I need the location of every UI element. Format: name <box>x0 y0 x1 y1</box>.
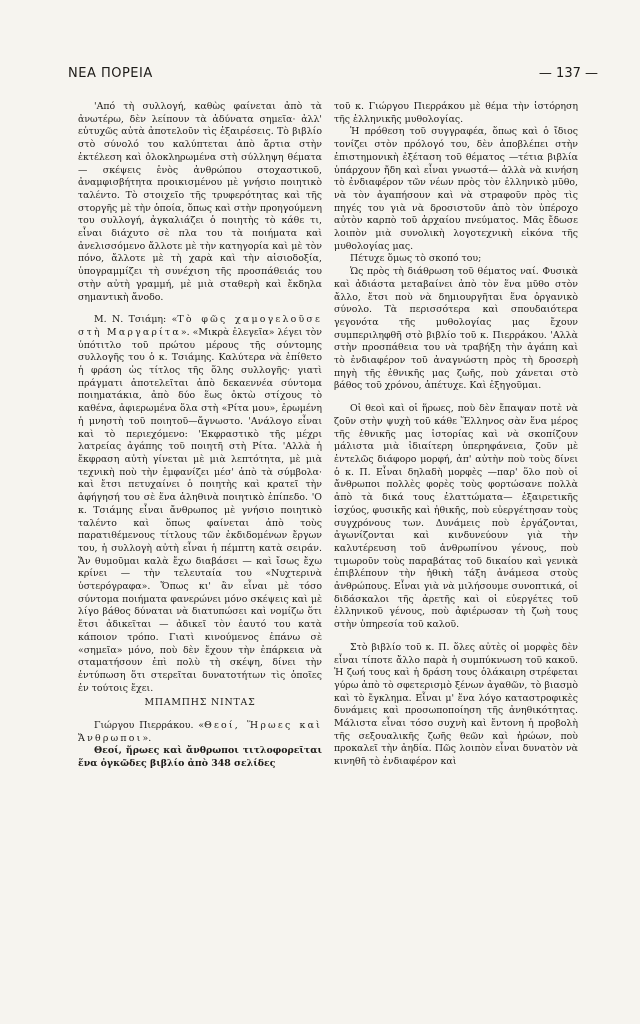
title-close: ». <box>142 732 152 744</box>
review-paragraph: Στὸ βιβλίο τοῦ κ. Π. ὅλες αὐτὲς οἱ μορφὲς δὲν εἶναι τίποτε ἄλλο παρὰ ἡ συμπύκνωση τοῦ κακοῦ. Ἡ ζωή τους καὶ ἡ δράση τους ὁλάκαιρη στρέφεται γύρω ἀπὸ τὸ σφετερισμὸ ξένων ἀγαθῶν, τὸ βιασμὸ καὶ τὸ ἔγκλημα. Εἶναι μ' ἕνα λόγο καταστροφικὲς δυνάμεις καὶ προσωποποίηση τῆς ἀνηθικότητας. Μάλιστα εἶναι τόσο συχνὴ καὶ ἔντονη ἡ προβολὴ τῆς σεξουαλικῆς ζωῆς θεῶν καὶ ἡρώων, ποὺ προκαλεῖ τὴν ἀηδία. Πῶς λοιπὸν εἶναι δυνατὸν νὰ κινηθῆ τὸ ἐνδιαφέρον καὶ <box>334 641 578 768</box>
journal-title: ΝΕΑ ΠΟΡΕΙΑ <box>68 66 153 81</box>
review-paragraph: 'Από τὴ συλλογή, καθὼς φαίνεται ἀπὸ τὰ ἀνωτέρω, δὲν λείπουν τὰ ἀδύνατα σημεῖα· ἀλλ' εὐτυχῶς αὐτὰ ἀποτελοῦν τὶς ἐξαιρέσεις. Τὸ βιβλίο στὸ σύνολό του καλύπτεται ἀπὸ ἄρτια στὴν ἐκτέλεση καὶ ὁλοκληρωμένα στὴ σύλληψη θέματα — σκέψεις ἑνὸς ἀνθρώπου στοχαστικοῦ, ἀναμφισβήτητα προικισμένου μὲ γνήσιο ποιητικὸ ταλέντο. Τὸ στοιχεῖο τῆς τρυφερότητας καὶ τῆς στοργῆς μὲ τὴν ὁποία, ὅπως καὶ στὴν προηγούμενη του συλλογή, ἀγκαλιάζει ὁ ποιητὴς τὸ κάθε τι, εἶναι διάχυτο σὲ πλα του τὰ ποιήματα καὶ ἀνελισσόμενο ἄλλοτε μὲ τὴν κατηγορία καὶ μὲ τὸν πόνο, ἄλλοτε μὲ τὴ χαρὰ καὶ τὴν αἰσιοδοξία, ὑπογραμμίζει τὴ συνέχιση τῆς προσπάθειάς του στὴν αὐτὴ γραμμή, μὲ μιὰ σταθερὴ καὶ ἔκδηλα σημαντικὴ ἄνοδο. <box>78 101 322 303</box>
right-column <box>334 101 578 769</box>
review-paragraph <box>78 314 322 695</box>
reviewer-signature: ΜΠΑΜΠΗΣ ΝΙΝΤΑΣ <box>144 697 256 709</box>
review-paragraph: Θεοί, ἥρωες καὶ ἄνθρωποι τιτλοφορεῖται ἕνα ὀγκῶδες βιβλίο ἀπὸ 348 σελίδες <box>78 745 322 770</box>
review-paragraph: Ὡς πρὸς τὴ διάθρωση τοῦ θέματος ναί. Φυσικὰ καὶ ἀδιάστα μεταβαίνει ἀπὸ τὸν ἕνα μῦθο στὸν ἄλλο, ἔτσι ποὺ νὰ δημιουργῆται ἕνα ὀργανικὸ σύνολο. Τὰ περισσότερα καὶ σπουδαιότερα γεγονότα τῆς μυθολογίας μας ἔχουν συμπεριληφθῆ στὸ βιβλίο τοῦ κ. Πιερράκου. 'Αλλὰ στὴν προσπάθεια του νὰ τραβήξη τὴν ἀγάπη καὶ τὸ ἐνδιαφέρον τοῦ ἀναγνώστη πρὸς τὴ δροσερὴ πηγὴ τῆς ἐθνικῆς μας ζωῆς, ποὺ χάνεται στὸ βάθος τοῦ χρόνου, ἀπέτυχε. Καὶ ἐξηγοῦμαι. <box>334 266 578 392</box>
review-paragraph: τοῦ κ. Γιώργου Πιερράκου μὲ θέμα τὴν ἱστόρηση τῆς ἑλληνικῆς μυθολογίας. <box>334 101 578 125</box>
book-title: Τὸ φῶς χαμογελοῦσε στὴ Μαργαρίτα <box>78 314 323 338</box>
book-author: Μ. Ν. Τσιάμη: « <box>94 314 178 326</box>
page-number: — 137 — <box>538 66 598 81</box>
left-column <box>78 101 322 771</box>
book-title: Θεοί, Ἥρωες καὶ Ἄνθρωποι <box>78 720 322 744</box>
running-header <box>68 66 598 88</box>
review-paragraph: Πέτυχε ὅμως τὸ σκοπό του; <box>350 253 482 265</box>
book-author: Γιώργου Πιερράκου. « <box>94 720 205 732</box>
review-text: ». «Μικρὰ ἐλεγεῖα» λέγει τὸν ὑπότιτλο τοῦ πρώτου μέρους τῆς σύντομης συλλογῆς του ὁ κ. Τσιάμης. Καλύτερα νὰ ἐπίθετο ἡ φράση ὡς τίτλος τῆς ὅλης συλλογῆς· γιατὶ πράγματι ἀποτελεῖται ἀπὸ δεκαεννέα σύντομα ποιηματάκια, ἀπὸ δύο ἕως ὀκτὼ στίχους τὸ καθένα, ἀφιερωμένα ὅλα στὴ «Ρίτα μου», ἑρωμένη ἡ μνηστὴ τοῦ ποιητοῦ—ἄγνωστο. 'Ανάλογο εἶναι καὶ τὸ περιεχόμενο: 'Εκφραστικὸ τῆς μέχρι λατρείας ἀγάπης τοῦ ποιητῆ στὴ Ρίτα. 'Αλλὰ ἡ ἔκφραση αὐτὴ γίνεται μὲ μιὰ λεπτότητα, μὲ μιὰ τεχνικὴ ποὺ τὴν ἐμφανίζει μέσ' ἀπὸ τὰ σύμβολα· καὶ ἔτσι πετυχαίνει ὁ ποιητὴς καὶ κρατεῖ τὴν ἀφήγησή του σὲ ἕνα ἀληθινὰ ποιητικὸ ἐπίπεδο. 'Ο κ. Τσιάμης εἶναι ἄνθρωπος μὲ γνήσιο ποιητικὸ ταλέντο καὶ ὅπως φαίνεται ἀπὸ τοὺς παρατιθέμενους τίτλους τῶν ἐκδιδομένων ἔργων του, ἡ συλλογὴ αὐτὴ εἶναι ἡ πέμπτη κατὰ σειράν. Ἄν θυμοῦμαι καλὰ ἔχω διαβάσει — καὶ ἴσως ἔχω κρίνει — τὴν τελευταία του «Νυχτερινὰ ὑστερόγραφα». Ὅπως κι' ἂν εἶναι μὲ τόσο σύντομα ποιήματα φανερώνει μόνο σκέψεις καὶ μὲ λίγο βάθος δύναται νὰ διατυπώσει καὶ νομίζω ὅτι ἔτσι ἀδικεῖται — ἀδικεῖ τὸν ἑαυτό του κατὰ κάποιον τρόπο. Γιατὶ κινούμενος ἐπάνω σὲ «σημεῖα» μόνο, ποὺ δὲν ἔχουν τὴν ἐπάρκεια νὰ σταματήσουν ἐπὶ πολὺ τὴ σκέψη, δίνει τὴν ἐντύπωση ὅτι στερεῖται δυνατοτήτων τὶς ὁποῖες ἐν τούτοις ἔχει. <box>78 326 322 694</box>
review-heading <box>78 720 322 745</box>
review-paragraph: Ἡ πρόθεση τοῦ συγγραφέα, ὅπως καὶ ὁ ἴδιος τονίζει στὸν πρόλογό του, δὲν ἀποβλέπει στὴν ἐπιστημονικὴ ἐξέταση τοῦ θέματος —τέτια βιβλία ὑπάρχουν ἤδη καὶ εἶναι γνωστά— ἀλλὰ νὰ κινήση τὸ ἐνδιαφέρον τῶν νέων πρὸς τὸν ἑλληνικὸ μῦθο, νὰ τὸν ἀγαπήσουν καὶ νὰ στραφοῦν πρὸς τὶς πηγές του γιὰ νὰ δροσιστοῦν ἀπὸ τὸν ὑπέροχο αὐτὸν καρπὸ τοῦ ἀρχαίου πνεύματος. Μᾶς ἔδωσε λοιπὸν μιὰ συνολικὴ λογοτεχνικὴ εἰκόνα τῆς μυθολογίας μας. <box>334 126 578 252</box>
review-paragraph: Οἱ θεοὶ καὶ οἱ ἥρωες, ποὺ δὲν ἔπαψαν ποτὲ νὰ ζοῦν στὴν ψυχὴ τοῦ κάθε Ἕλληνος σὰν ἕνα μέρος τῆς ἐθνικῆς μας ἱστορίας καὶ νὰ σκοπίζουν μάλιστα μιὰ ἰδιαίτερη ὑπερηφάνεια, ζοῦν μὲ ἐντελῶς διάφορο μορφή, ἀπ' αὐτὴν ποὺ τοὺς δίνει ὁ κ. Π. Εἶναι δηλαδὴ μορφὲς —παρ' ὅλο ποὺ οἱ ἄνθρωποι πολλὲς φορὲς τοὺς φορτώσανε πολλὰ ἀπὸ τὰ δικά τους ἐλαττώματα— ἐξαιρετικῆς ἰσχύος, φυσικῆς καὶ ἠθικῆς, ποὺ εὐεργέτησαν τοὺς συγχρόνους των. Δυνάμεις ποὺ ἐργάζονται, ἀγωνίζονται καὶ κινδυνεύουν γιὰ τὴν καλυτέρευση τοῦ ἀνθρωπίνου γένους, ποὺ τιμωροῦν τοὺς παραβάτας τοῦ δικαίου καὶ γενικὰ ἐπιβλέπουν τὴν ἠθικὴ τάξη ἀνάμεσα στοὺς ἀνθρώπους. Εἶναι γιὰ νὰ μιλήσουμε συνοπτικά, οἱ διδάσκαλοι τῆς ἀρετῆς καὶ οἱ εὐεργέτες τοῦ ἑλληνικοῦ γένους, ποὺ ἀφιέρωσαν τὴ ζωὴ τους στὴν ὑπηρεσία τοῦ καλοῦ. <box>334 403 578 631</box>
